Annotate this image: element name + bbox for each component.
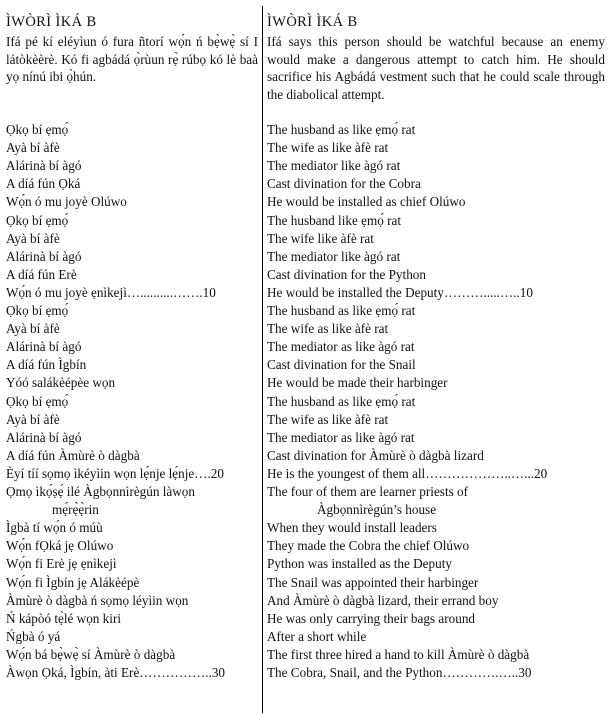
yoruba-intro: Ifá pé kí eléyìun ó fura ñtorí wọ́n ń bẹ̀wẹ̀ sí I látòkèèrè. Kó fi agbádá ọ̀rùun rẹ̀ rúbọ kó lè baà yọ nínú ibi ọ̀hún.	[6, 34, 258, 84]
column-divider	[262, 6, 263, 713]
english-verse-line: He would be installed as chief Olúwo	[267, 194, 466, 210]
english-verse-line: He was only carrying their bags around	[267, 610, 476, 626]
yoruba-verse-line: Ọkọ bí ẹmọ́	[6, 122, 69, 137]
yoruba-verse-line: Wọ́n fỌká jẹ Olúwo	[6, 538, 114, 554]
yoruba-verse-line: Wọ́n fi Erè jẹ ẹnìkejì	[6, 556, 117, 572]
yoruba-verse-line: Ọkọ bí ẹmọ́	[6, 393, 69, 409]
yoruba-verse-line: Ọmọ ìkọ́ṣẹ́ ilé Àgbọnnìrègún làwọn	[6, 484, 195, 499]
yoruba-verse-line: Alárinà bí àgó	[6, 158, 82, 174]
english-intro: Ifá says this person should be watchful because an enemy would make a dangerous attempt to catch him. He should sacrifice his Agbádá vestment such that he could scale through the diabolical attempt.	[267, 34, 605, 102]
english-verse-line: The husband as like ẹmọ́ rat	[267, 303, 416, 318]
english-verse-line: He would be installed the Deputy……….....…..10	[267, 284, 533, 300]
english-verse-line: The mediator as like àgó rat	[267, 429, 415, 445]
english-verse-line: They made the Cobra the chief Olúwo	[267, 538, 470, 554]
english-verse-line: When they would install leaders	[267, 520, 437, 536]
english-verse-line: Cast divination for Àmùrè ò dàgbà lizard	[267, 447, 484, 463]
yoruba-verse-line: Àwọn Ọká, Ìgbín, àti Erè……………..30	[6, 665, 226, 680]
english-verse-line: Cast divination for the Cobra	[267, 176, 421, 192]
yoruba-verse-line: Ńgbà ó yá	[6, 628, 61, 644]
yoruba-verse-line: Yóó salákèépèe wọn	[6, 375, 116, 391]
yoruba-verse-line: Alárinà bí àgó	[6, 429, 82, 445]
yoruba-verse-line: Wọ́n fi Ìgbín jẹ Alákèépè	[6, 574, 140, 590]
english-verse-line: The first three hired a hand to kill Àmùrè ò dàgbà	[267, 646, 530, 662]
yoruba-verse-line: Alárinà bí àgó	[6, 339, 82, 355]
yoruba-verse-line: Ọkọ bí ẹmọ́	[6, 212, 69, 228]
yoruba-verse-line: Wọ́n bá bẹ̀wẹ̀ sí Àmùrè ò dàgbà	[6, 646, 176, 662]
yoruba-verse-line: Wọ́n ó mu joyè Olúwo	[6, 194, 127, 210]
english-verse-line: The mediator like àgó rat	[267, 248, 401, 264]
english-verse-line: The wife as like àfè rat	[267, 411, 389, 427]
english-verse-line: The Cobra, Snail, and the Python………….…..30	[267, 665, 532, 680]
english-verse-line: And Àmùrè ò dàgbà lizard, their errand boy	[267, 592, 499, 608]
yoruba-verse-line: Wọ́n ó mu joyè ẹnìkejì…..........…….10	[6, 284, 216, 300]
english-verse-line: The Snail was appointed their harbinger	[267, 574, 479, 590]
english-title: ÌWÒRÌ ÌKÁ B	[267, 14, 358, 30]
english-verse-line: The husband like ẹmọ́ rat	[267, 212, 402, 228]
yoruba-verse-line: Àmùrè ò dàgbà ń sọmọ léyìin wọn	[6, 592, 189, 608]
yoruba-verse-line: Ń kápòó tẹ̀lé wọn kiri	[6, 610, 121, 626]
yoruba-verse-line: Alárinà bí àgó	[6, 248, 82, 264]
english-verse-line: Python was installed as the Deputy	[267, 556, 452, 572]
yoruba-verse-line: mẹ́rẹ̀ẹ̀rin	[52, 502, 99, 518]
yoruba-verse-line: Ayà bí àfè	[6, 140, 60, 156]
yoruba-verse-line: Ayà bí àfè	[6, 411, 60, 427]
english-verse-line: The wife like àfè rat	[267, 230, 374, 246]
yoruba-verse-line: Ayà bí àfè	[6, 321, 60, 337]
yoruba-verse-line: Ayà bí àfè	[6, 230, 60, 246]
english-verse-line: The husband as like ẹmọ́ rat	[267, 122, 416, 137]
english-verse-line: After a short while	[267, 628, 367, 644]
english-verse-line: Cast divination for the Python	[267, 266, 426, 282]
english-verse-line: The wife as like àfè rat	[267, 140, 389, 156]
english-verse-line: The mediator like àgó rat	[267, 158, 401, 174]
english-verse-line: Àgbọnnìrègún’s house	[317, 502, 437, 518]
yoruba-verse-line: A díá fún Ọká	[6, 176, 81, 192]
yoruba-verse-line: A díá fún Àmùrè ò dàgbà	[6, 447, 140, 463]
yoruba-verse-line: Ọkọ bí ẹmọ́	[6, 303, 69, 318]
yoruba-verse-line: Èyí tíí sọmọ ìkéyìin wọn lẹ́nje lẹ́nje….20	[6, 465, 224, 481]
yoruba-verse-line: A díá fún Ìgbín	[6, 357, 87, 373]
english-verse-line: The husband as like ẹmọ́ rat	[267, 393, 416, 409]
english-verse-line: The four of them are learner priests of	[267, 484, 469, 499]
english-verse-line: He would be made their harbinger	[267, 375, 448, 391]
english-verse-line: He is the youngest of them all………………..…...20	[267, 465, 548, 481]
yoruba-verse-line: Ìgbà tí wọ́n ó múù	[6, 520, 103, 536]
yoruba-title: ÌWÒRÌ ÌKÁ B	[6, 14, 97, 30]
yoruba-verse-line: A díá fún Erè	[6, 266, 77, 282]
english-verse-line: The mediator as like àgó rat	[267, 339, 415, 355]
english-verse-line: The wife as like àfè rat	[267, 321, 389, 337]
english-verse-line: Cast divination for the Snail	[267, 357, 416, 373]
